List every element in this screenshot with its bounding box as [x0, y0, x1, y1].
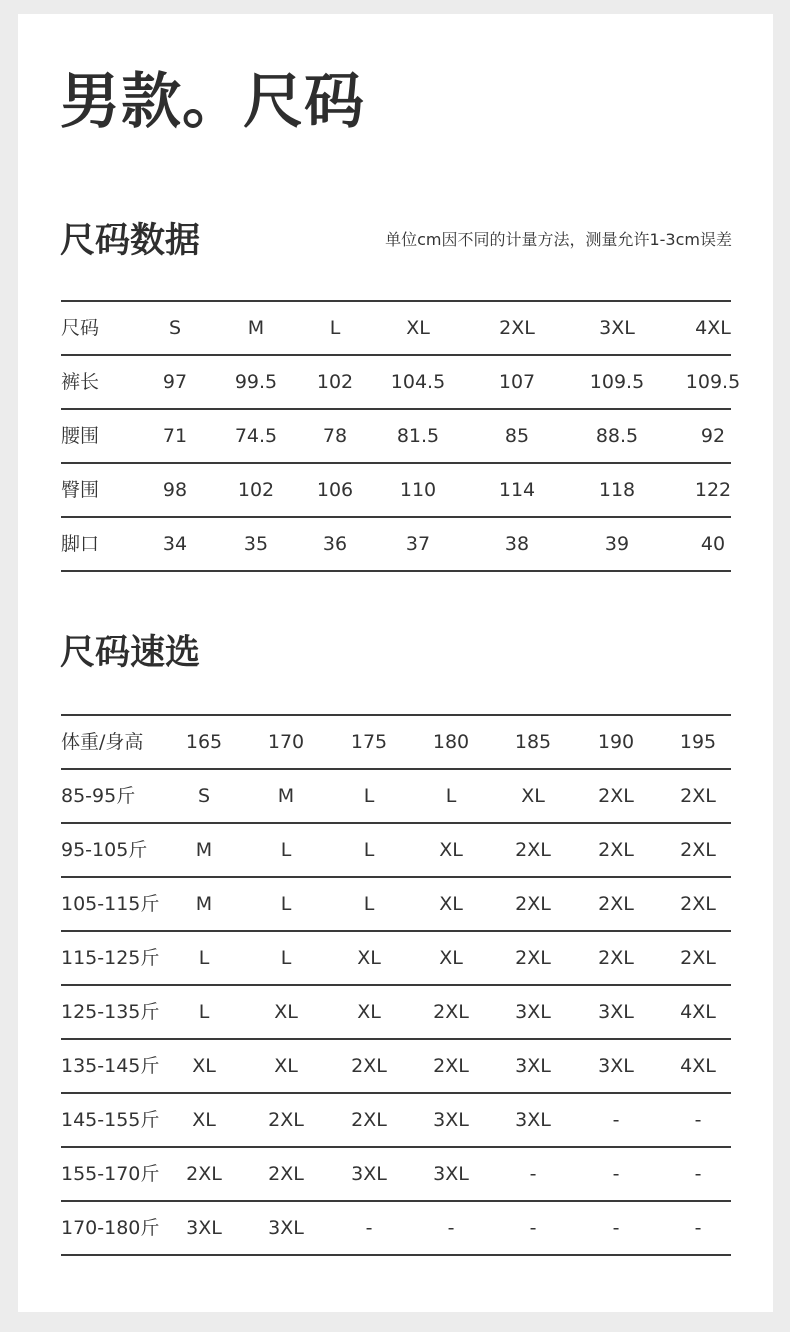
table-cell: 2XL [598, 839, 634, 861]
table-cell: 4XL [680, 1001, 716, 1023]
table-cell: 3XL [515, 1001, 551, 1023]
table-header-row [61, 716, 731, 770]
table-cell: 36 [322, 533, 348, 555]
table-cell: 85 [504, 425, 530, 447]
row-label-cell: 脚口 [61, 533, 100, 555]
table-row [61, 1202, 731, 1256]
table-cell: 2XL [598, 785, 634, 807]
table-cell: 122 [694, 479, 732, 501]
table-cell: 2XL [186, 1163, 222, 1185]
header-cell: 195 [679, 731, 717, 753]
row-label-cell: 85-95斤 [61, 785, 136, 807]
table-cell: L [363, 893, 375, 915]
header-cell: 3XL [599, 317, 635, 339]
table-cell: 102 [237, 479, 275, 501]
header-cell: 165 [185, 731, 223, 753]
table-cell: 3XL [351, 1163, 387, 1185]
table-cell: 2XL [351, 1055, 387, 1077]
table-cell: 97 [162, 371, 188, 393]
table-cell: L [445, 785, 457, 807]
table-cell: L [280, 893, 292, 915]
header-cell: 4XL [695, 317, 731, 339]
table-cell: 104.5 [390, 371, 446, 393]
unit-note: 单位cm因不同的计量方法，测量允许1-3cm误差 [385, 230, 732, 249]
table-cell: XL [521, 785, 545, 807]
table-cell: 38 [504, 533, 530, 555]
table-cell: 109.5 [589, 371, 645, 393]
header-cell: L [329, 317, 341, 339]
row-label-cell: 145-155斤 [61, 1109, 160, 1131]
table-cell: 2XL [351, 1109, 387, 1131]
table-row [61, 410, 731, 464]
table-cell: 2XL [268, 1109, 304, 1131]
table-cell: 3XL [433, 1109, 469, 1131]
table-cell: - [365, 1217, 373, 1239]
table-cell: M [195, 893, 213, 915]
header-cell: 2XL [499, 317, 535, 339]
row-label-cell: 135-145斤 [61, 1055, 160, 1077]
row-label-cell: 95-105斤 [61, 839, 148, 861]
table-cell: 88.5 [595, 425, 639, 447]
table-row [61, 518, 731, 572]
table-cell: 98 [162, 479, 188, 501]
table-cell: 2XL [598, 893, 634, 915]
table-cell: XL [192, 1055, 216, 1077]
table-row [61, 824, 731, 878]
table-cell: 3XL [515, 1055, 551, 1077]
table-cell: - [612, 1109, 620, 1131]
row-label-cell: 臀围 [61, 479, 100, 501]
row-label-cell: 115-125斤 [61, 947, 160, 969]
table-cell: L [280, 947, 292, 969]
table-cell: XL [357, 947, 381, 969]
table-cell: - [694, 1163, 702, 1185]
table-cell: - [612, 1217, 620, 1239]
table-cell: XL [439, 839, 463, 861]
header-cell: 180 [432, 731, 470, 753]
header-label-cell: 尺码 [61, 317, 100, 339]
quick-select-title: 尺码速选 [60, 633, 201, 673]
table-row [61, 770, 731, 824]
table-cell: 37 [405, 533, 431, 555]
table-cell: 2XL [680, 947, 716, 969]
table-cell: 2XL [515, 893, 551, 915]
table-cell: XL [439, 893, 463, 915]
table-cell: 35 [243, 533, 269, 555]
table-row [61, 1040, 731, 1094]
table-cell: 107 [498, 371, 536, 393]
table-cell: 74.5 [234, 425, 278, 447]
table-cell: L [363, 839, 375, 861]
table-cell: - [694, 1217, 702, 1239]
table-row [61, 986, 731, 1040]
table-cell: 2XL [680, 893, 716, 915]
table-cell: 109.5 [685, 371, 741, 393]
row-label-cell: 155-170斤 [61, 1163, 160, 1185]
table-cell: 2XL [433, 1055, 469, 1077]
header-cell: 185 [514, 731, 552, 753]
table-cell: 2XL [680, 839, 716, 861]
table-cell: - [447, 1217, 455, 1239]
size-data-table [61, 300, 741, 572]
size-data-title: 尺码数据 [60, 221, 201, 261]
row-label-cell: 170-180斤 [61, 1217, 160, 1239]
table-cell: XL [439, 947, 463, 969]
table-cell: 2XL [680, 785, 716, 807]
table-cell: XL [274, 1055, 298, 1077]
table-cell: S [197, 785, 211, 807]
table-row [61, 878, 731, 932]
table-cell: 3XL [598, 1055, 634, 1077]
table-cell: 3XL [268, 1217, 304, 1239]
table-cell: M [277, 785, 295, 807]
header-label-cell: 体重/身高 [61, 731, 144, 753]
table-cell: 34 [162, 533, 188, 555]
header-cell: 190 [597, 731, 635, 753]
table-cell: 3XL [515, 1109, 551, 1131]
table-cell: 92 [700, 425, 726, 447]
table-cell: 99.5 [234, 371, 278, 393]
table-cell: 3XL [433, 1163, 469, 1185]
table-cell: XL [274, 1001, 298, 1023]
table-cell: 106 [316, 479, 354, 501]
row-label-cell: 125-135斤 [61, 1001, 160, 1023]
table-cell: L [280, 839, 292, 861]
header-cell: M [247, 317, 265, 339]
table-cell: 2XL [433, 1001, 469, 1023]
table-cell: 118 [598, 479, 636, 501]
table-cell: 71 [162, 425, 188, 447]
header-cell: XL [406, 317, 430, 339]
table-row [61, 932, 731, 986]
table-cell: - [529, 1163, 537, 1185]
row-label-cell: 裤长 [61, 371, 100, 393]
table-cell: - [529, 1217, 537, 1239]
table-cell: L [198, 947, 210, 969]
table-row [61, 356, 741, 410]
header-cell: S [168, 317, 182, 339]
table-cell: - [612, 1163, 620, 1185]
table-cell: M [195, 839, 213, 861]
table-cell: - [694, 1109, 702, 1131]
header-cell: 175 [350, 731, 388, 753]
table-cell: 2XL [515, 839, 551, 861]
table-cell: XL [357, 1001, 381, 1023]
header-cell: 170 [267, 731, 305, 753]
table-row [61, 1094, 731, 1148]
table-cell: 114 [498, 479, 536, 501]
table-cell: L [198, 1001, 210, 1023]
quick-select-table [61, 714, 731, 1256]
page-title: 男款。尺码 [60, 67, 365, 137]
table-cell: 110 [399, 479, 437, 501]
table-cell: 39 [604, 533, 630, 555]
table-cell: L [363, 785, 375, 807]
table-cell: 40 [700, 533, 726, 555]
table-cell: 102 [316, 371, 354, 393]
table-cell: 4XL [680, 1055, 716, 1077]
table-cell: 3XL [186, 1217, 222, 1239]
table-cell: 2XL [515, 947, 551, 969]
table-cell: 3XL [598, 1001, 634, 1023]
table-cell: 78 [322, 425, 348, 447]
row-label-cell: 腰围 [61, 425, 100, 447]
row-label-cell: 105-115斤 [61, 893, 160, 915]
table-header-row [61, 302, 731, 356]
table-cell: 2XL [598, 947, 634, 969]
table-cell: 81.5 [396, 425, 440, 447]
table-row [61, 1148, 731, 1202]
table-cell: 2XL [268, 1163, 304, 1185]
table-cell: XL [192, 1109, 216, 1131]
table-row [61, 464, 731, 518]
